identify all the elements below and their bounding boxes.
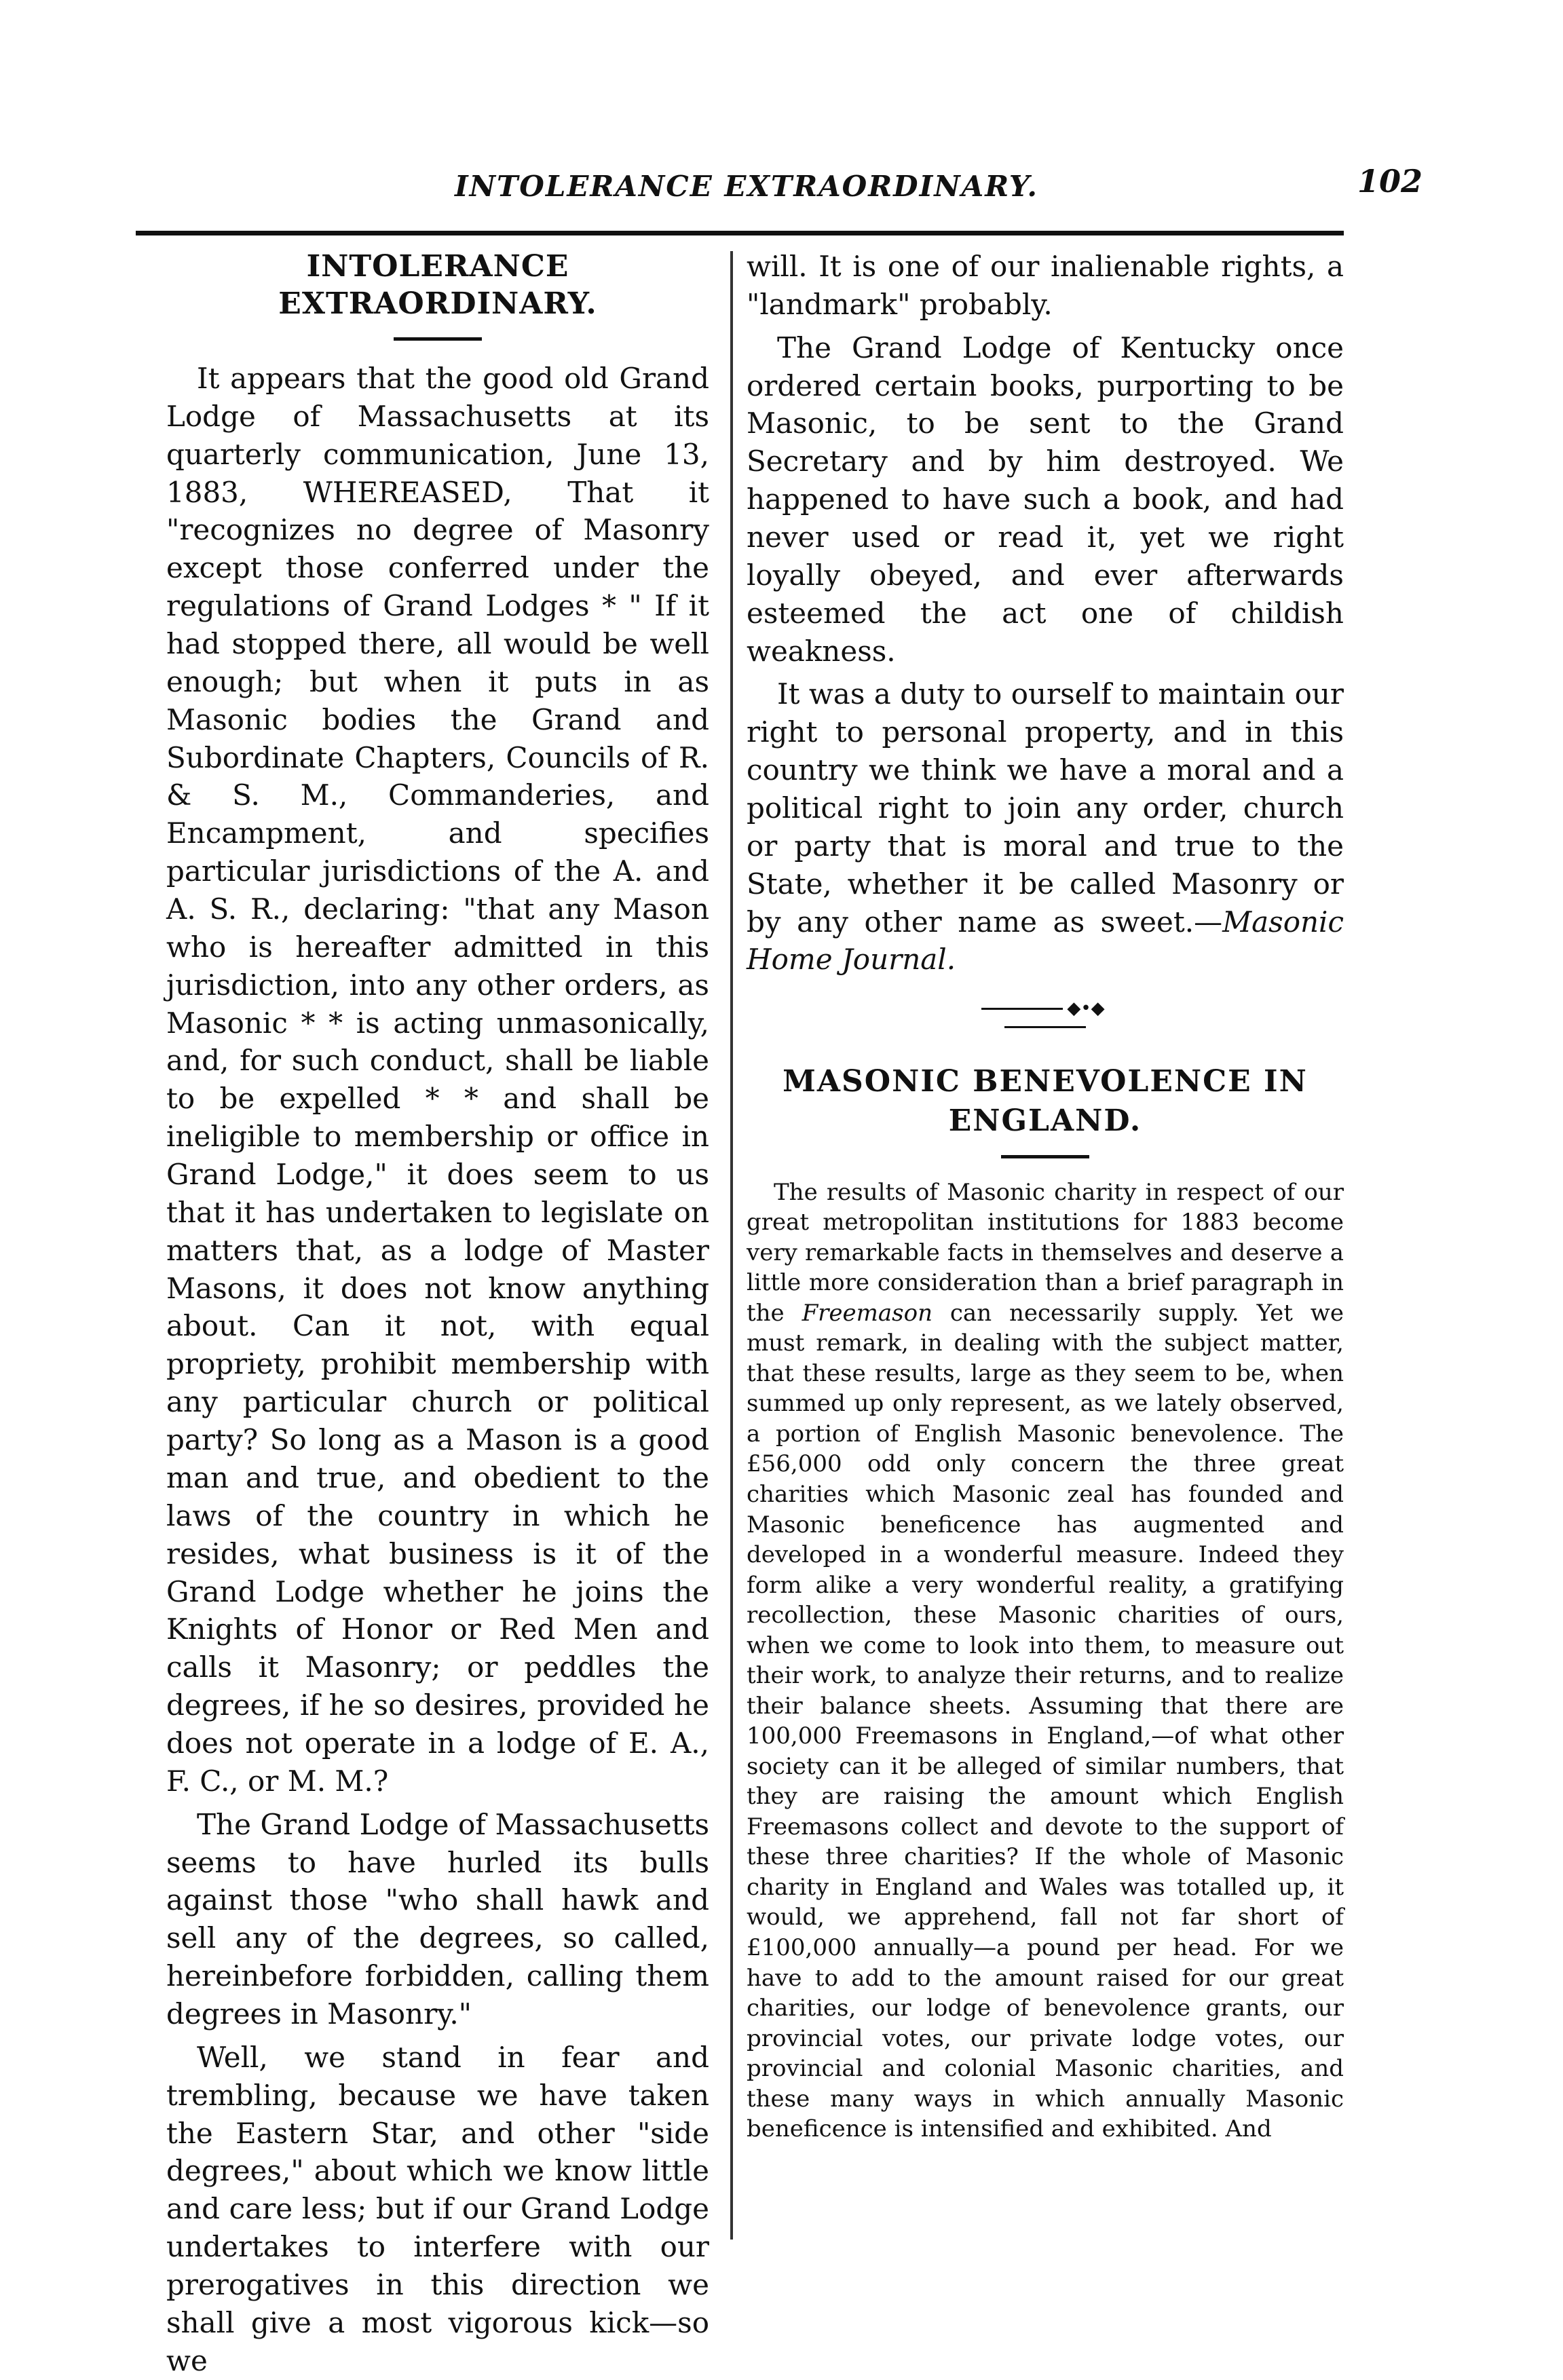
italic-title: Freemason: [802, 1299, 933, 1327]
paragraph-text: The results of Masonic charity in respect of our great metropolitan institutions for 1883 become very remarkable facts in themselves and deserve a little more consideration than a brief paragraph in the: [747, 1178, 1344, 1327]
article-title-benevolence: [747, 1062, 1344, 1139]
paragraph-continuation: will. It is one of our inalienable rights, a "landmark" probably.: [747, 250, 1344, 321]
paragraph: Well, we stand in fear and trembling, because we have taken the Eastern Star, and other "side degrees," about which we know little and care less; but if our Grand Lodge undertakes to interfere with our prerogatives in this direction we shall give a most vigorous kick—so we: [166, 2040, 709, 2377]
source-attribution: Masonic Home Journal.: [747, 905, 1344, 977]
paragraph: The Grand Lodge of Massachusetts seems to have hurled its bulls against those "who shall hawk and sell any of the degrees, so called, hereinbefore forbidden, calling them degrees in Masonry.": [166, 1807, 709, 2030]
header-rule: [136, 231, 1344, 235]
paragraph: [747, 675, 1344, 979]
paragraph-text: can necessarily supply. Yet we must remark, in dealing with the subject matter, that these results, large as they seem to be, when summed up only represent, as we lately observed, a portion of English Masonic benevolence. The £56,000 odd only concern the three great charities which Masonic zeal has founded and Masonic beneficence has augmented and developed in a wonderful measure. Indeed they form alike a very wonderful reality, a gratifying recollection, these Masonic charities of ours, when we come to look into them, to measure out their work, to analyze their returns, and to realize their balance sheets. Assuming that there are 100,000 Freemasons in England,—of what other society can it be alleged of similar numbers, that they are raising the amount which English Freemasons collect and devote to the support of these three charities? If the whole of Masonic charity in England and Wales was totalled up, it would, we apprehend, fall not far short of £100,000 annually—a pound per head. For we have to add to the amount raised for our great charities, our lodge of benevolence grants, our provincial votes, our private lodge votes, our provincial and colonial Masonic charities, and these many ways in which annually Masonic beneficence is intensified and exhibited. And: [747, 1299, 1344, 2143]
right-column: [747, 248, 1344, 2256]
title-rule: [1001, 1155, 1089, 1158]
ornament-dots: ◆•◆: [1067, 998, 1105, 1019]
paragraph-text: It was a duty to ourself to maintain our right to personal property, and in this country we think we have a moral and a political right to join any order, church or party that is moral and true to the State, whether it be called Masonry or by any other name as sweet.—: [747, 677, 1344, 939]
page-number: 102: [1357, 163, 1423, 200]
running-head-title: INTOLERANCE EXTRAORDINARY.: [454, 170, 1039, 203]
title-line: ENGLAND.: [948, 1103, 1142, 1138]
paragraph: It appears that the good old Grand Lodge of Massachusetts at its quarterly communication, June 13, 1883, WHEREASED, That it "recognizes no degree of Masonry except those conferred under the regulations of Grand Lodges * " If it had stopped there, all would be well enough; but when it puts in as Masonic bodies the Grand and Subordinate Chapters, Councils of R. & S. M., Commanderies, and Encampment, and specifies particular jurisdictions of the A. and A. S. R., declaring: "that any Mason who is hereafter admitted in this jurisdiction, into any other orders, as Masonic * * is acting unmasonically, and, for such conduct, shall be liable to be expelled * * and shall be ineligible to membership or office in Grand Lodge," it does seem to us that it has undertaken to legislate on matters that, as a lodge of Master Masons, it does not know anything about. Can it not, with equal propriety, prohibit membership with any particular church or political party? So long as a Mason is a good man and true, and obedient to the laws of the country in which he resides, what business is it of the Grand Lodge whether he joins the Knights of Honor or Red Men and calls it Masonry; or peddles the degrees, if he so desires, provided he does not operate in a lodge of E. A., F. C., or M. M.?: [166, 362, 709, 1798]
ornament-line: [1004, 1026, 1086, 1028]
title-line: MASONIC BENEVOLENCE IN: [783, 1064, 1308, 1099]
title-rule: [394, 337, 482, 341]
article-title-intolerance: INTOLERANCE EXTRAORDINARY.: [278, 249, 597, 321]
paragraph: [747, 1177, 1344, 2145]
section-ornament: [943, 999, 1147, 1035]
left-column: [166, 248, 709, 2377]
paragraph: The Grand Lodge of Kentucky once ordered certain books, purporting to be Masonic, to be sent to the Grand Secretary and by him destroyed. We happened to have such a book, and had never used or read it, yet we right loyally obeyed, and ever afterwards esteemed the act one of childish weakness.: [747, 330, 1344, 668]
column-divider: [730, 251, 733, 2240]
ornament-line: [981, 1008, 1063, 1010]
